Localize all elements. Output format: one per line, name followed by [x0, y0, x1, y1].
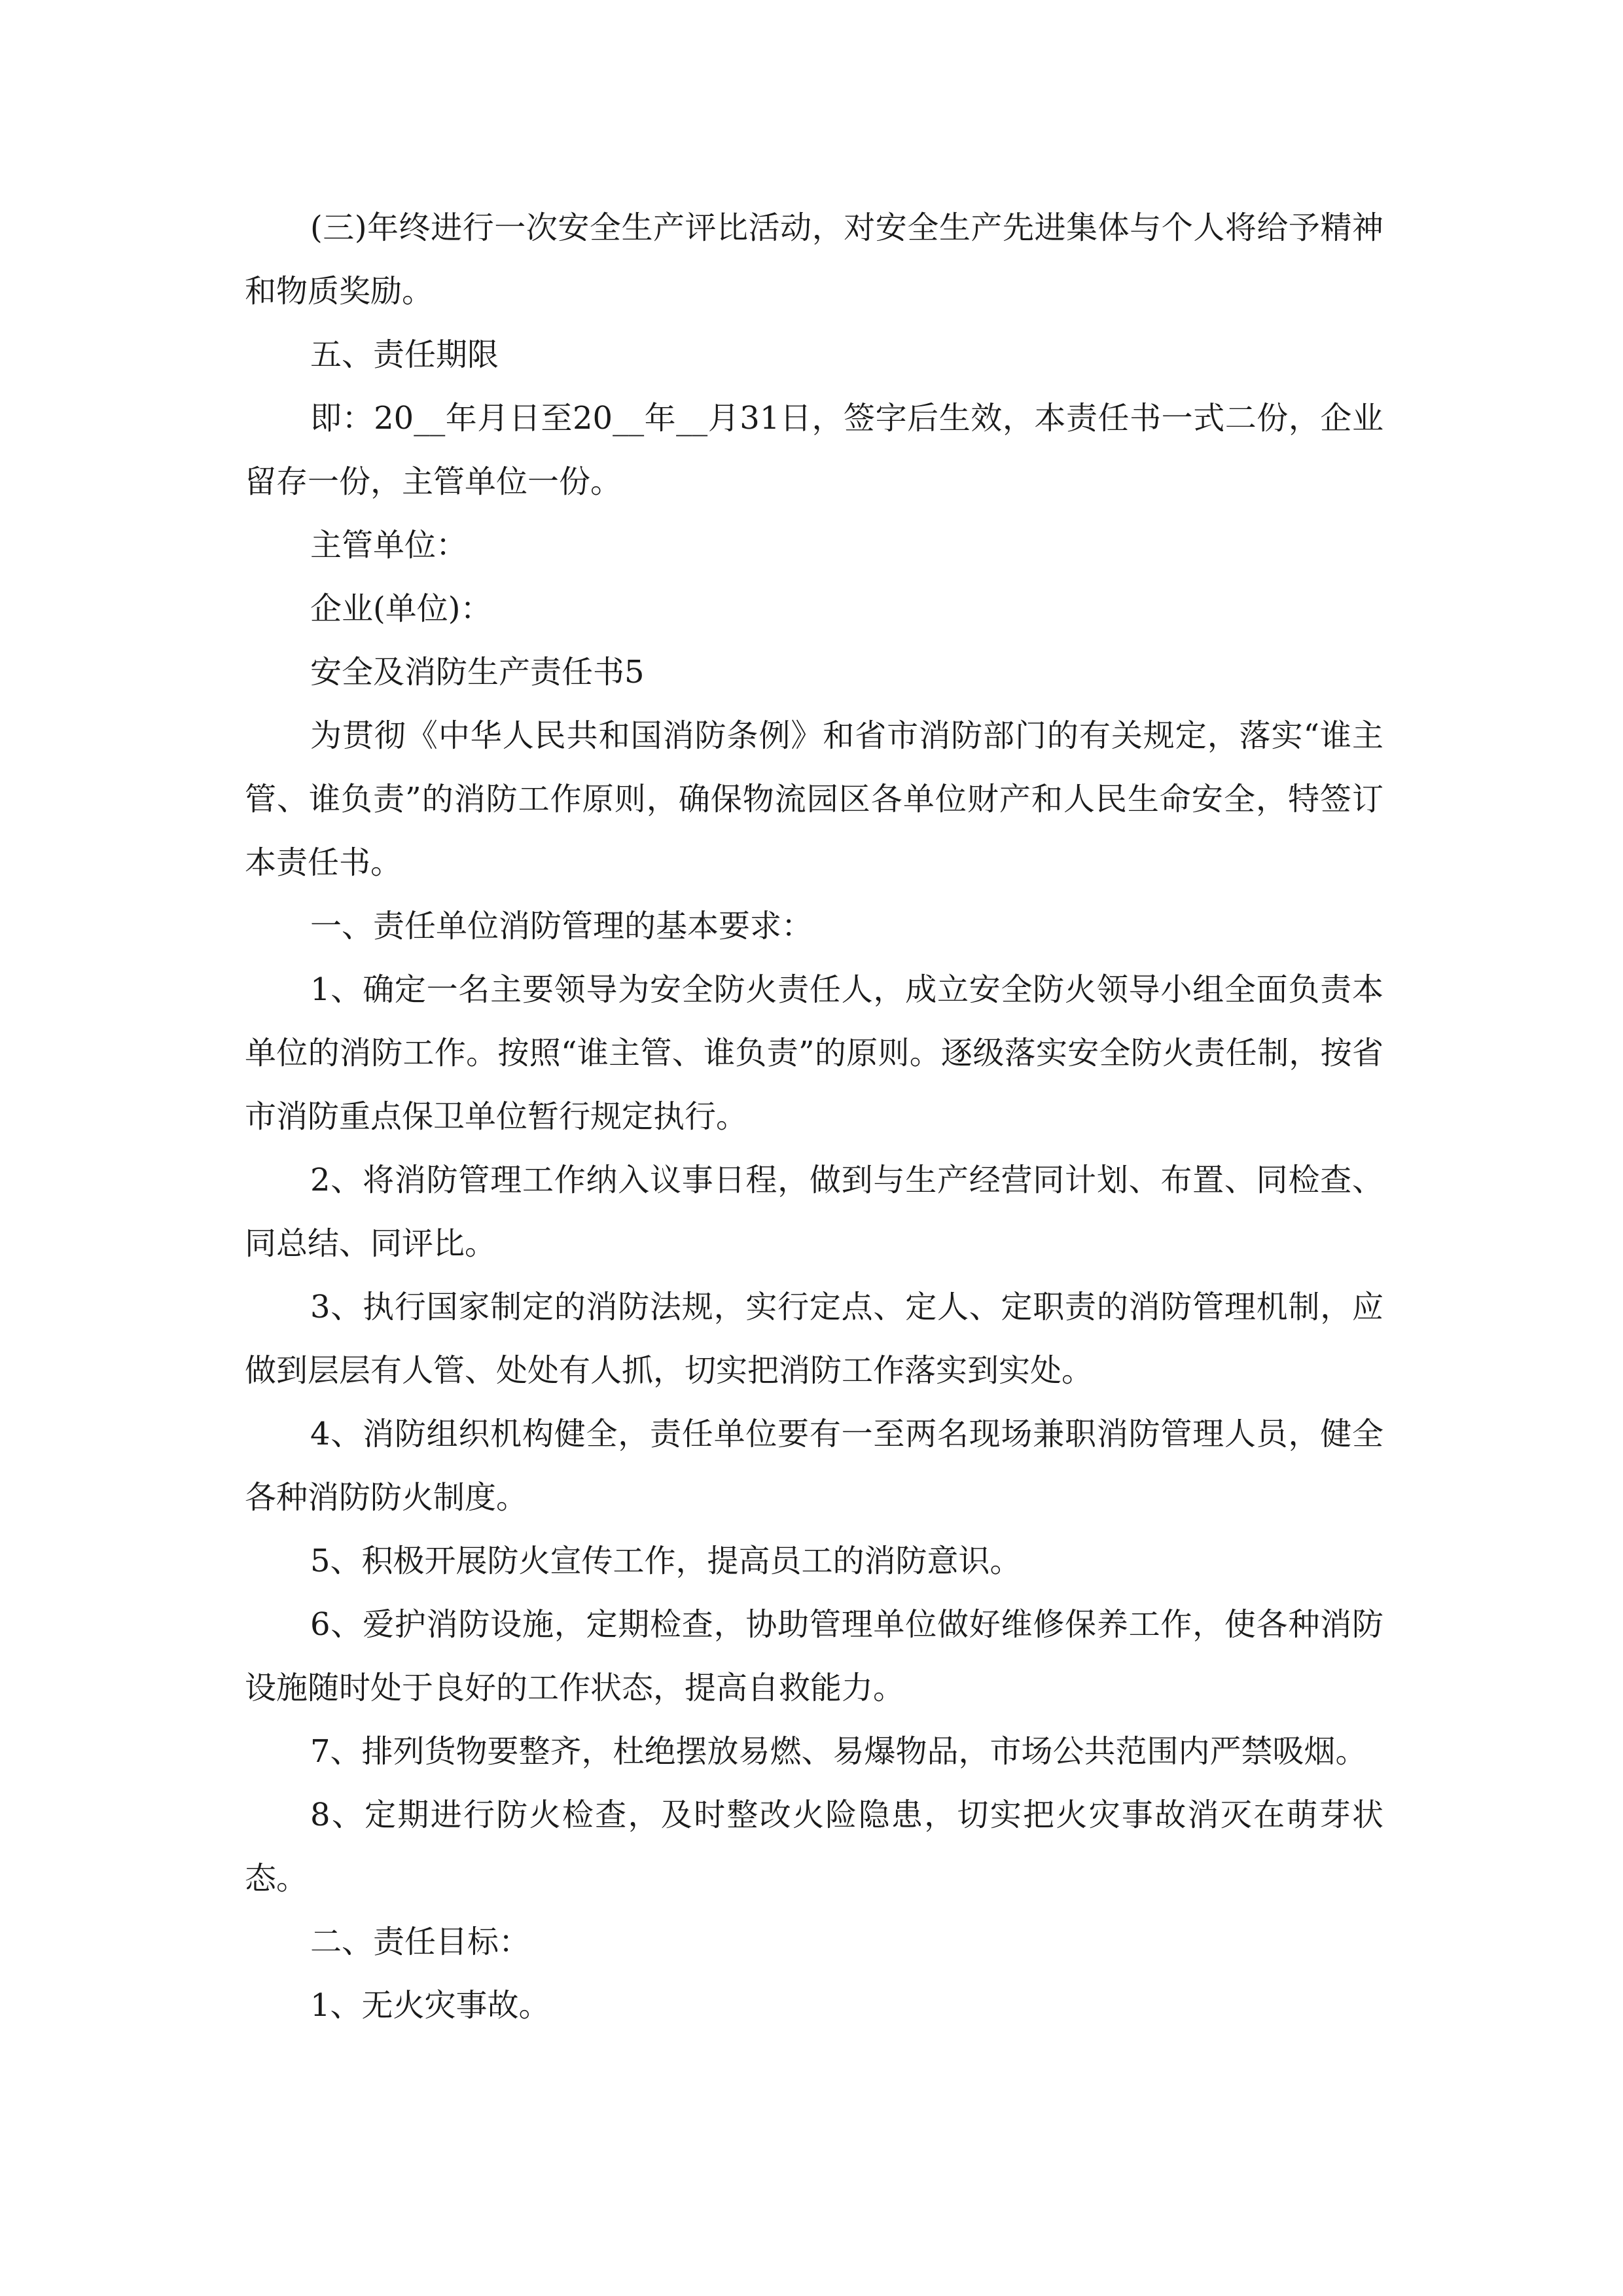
paragraph-term-period: 即：20__年月日至20__年__月31日，签字后生效，本责任书一式二份，企业留存一份，主管单位一份。: [245, 400, 1383, 500]
list-item-5: 5、积极开展防火宣传工作，提高员工的消防意识。: [310, 1543, 1022, 1579]
list-item-6: 6、爱护消防设施，定期检查，协助管理单位做好维修保养工作，使各种消防设施随时处于良好的工作状态，提高自救能力。: [245, 1606, 1383, 1706]
signature-supervisor-label: 主管单位：: [310, 527, 468, 564]
document-title: 安全及消防生产责任书5: [310, 654, 645, 691]
list-item-7: 7、排列货物要整齐，杜绝摆放易燃、易爆物品，市场公共范围内严禁吸烟。: [310, 1733, 1367, 1770]
list-item-4: 4、消防组织机构健全，责任单位要有一至两名现场兼职消防管理人员，健全各种消防防火制度。: [245, 1416, 1383, 1516]
section-heading-term: 五、责任期限: [310, 336, 499, 373]
list-item-8: 8、定期进行防火检查，及时整改火险隐患，切实把火灾事故消灭在萌芽状态。: [245, 1797, 1383, 1897]
signature-enterprise-label: 企业(单位)：: [310, 590, 492, 627]
document-body: [245, 196, 1383, 2037]
goal-item-1: 1、无火灾事故。: [310, 1987, 550, 2024]
paragraph-preamble: 为贯彻《中华人民共和国消防条例》和省市消防部门的有关规定，落实“谁主管、谁负责”的消防工作原则，确保物流园区各单位财产和人民生命安全，特签订本责任书。: [245, 717, 1383, 881]
list-item-2: 2、将消防管理工作纳入议事日程，做到与生产经营同计划、布置、同检查、同总结、同评比。: [245, 1162, 1383, 1262]
section-heading-goals: 二、责任目标：: [310, 1924, 531, 1960]
section-heading-requirements: 一、责任单位消防管理的基本要求：: [310, 908, 813, 944]
list-item-3: 3、执行国家制定的消防法规，实行定点、定人、定职责的消防管理机制，应做到层层有人管、处处有人抓，切实把消防工作落实到实处。: [245, 1289, 1383, 1389]
list-item-1: 1、确定一名主要领导为安全防火责任人，成立安全防火领导小组全面负责本单位的消防工作。按照“谁主管、谁负责”的原则。逐级落实安全防火责任制，按省市消防重点保卫单位暂行规定执行。: [245, 971, 1383, 1135]
paragraph-reward: (三)年终进行一次安全生产评比活动，对安全生产先进集体与个人将给予精神和物质奖励。: [245, 209, 1383, 310]
